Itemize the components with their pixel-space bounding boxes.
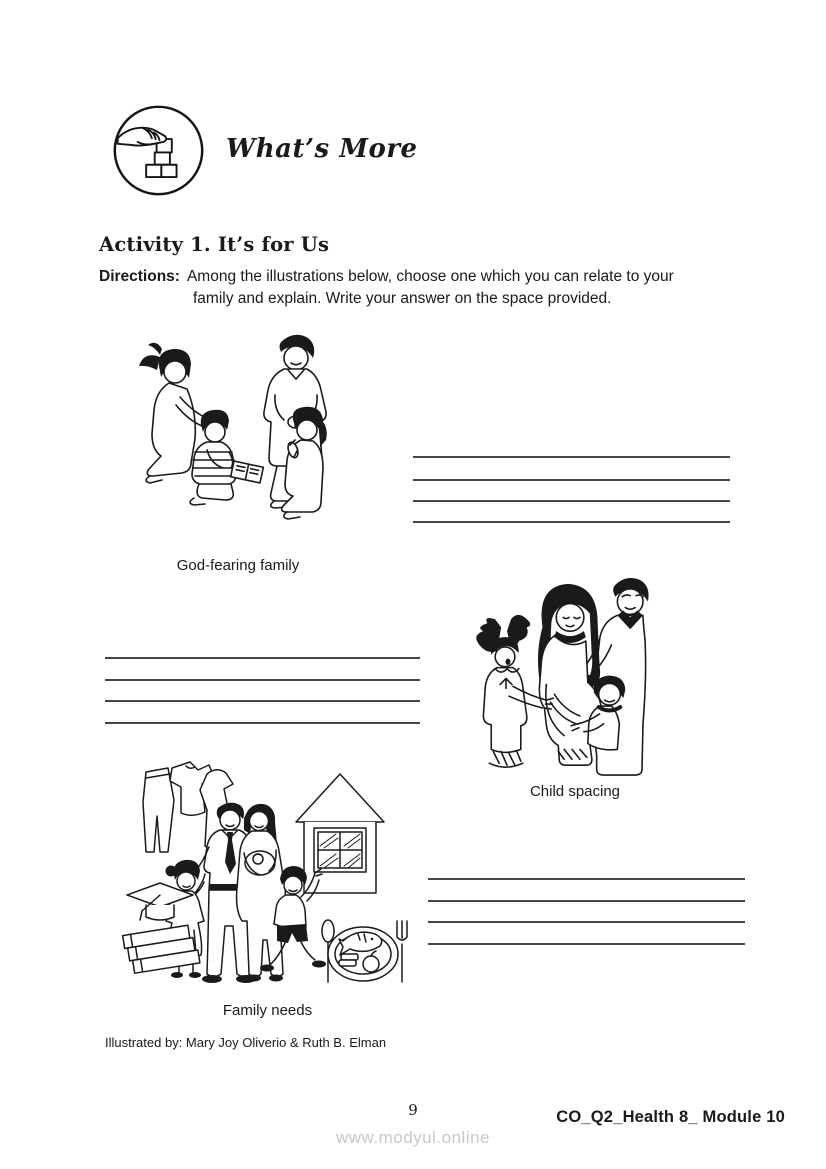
directions-label: Directions: (99, 268, 180, 285)
answer-line (413, 479, 730, 481)
food-and-utensils (322, 920, 407, 982)
hand-stacking-blocks-icon (111, 103, 206, 198)
answer-line (428, 878, 745, 880)
page-number: 9 (408, 1101, 418, 1119)
activity-title: Activity 1. It’s for Us (99, 233, 330, 256)
answer-line (428, 943, 745, 945)
answer-line (413, 456, 730, 458)
module-code: CO_Q2_Health 8_ Module 10 (556, 1108, 785, 1126)
answer-line (105, 679, 420, 681)
answer-line (428, 921, 745, 923)
answer-lines-block-2 (105, 657, 420, 727)
answer-line (413, 521, 730, 523)
illustration-caption: Child spacing (529, 783, 621, 800)
god-fearing-family-illustration (128, 333, 348, 533)
answer-line (413, 500, 730, 502)
illustration-caption: God-fearing family (176, 557, 300, 574)
section-title: What’s More (226, 134, 418, 164)
answer-line (428, 900, 745, 902)
boy-figure (190, 410, 263, 505)
family-needs-illustration (108, 758, 413, 998)
child-spacing-illustration (460, 576, 690, 778)
books-and-graduation-cap (123, 883, 200, 974)
directions-text-line1: Among the illustrations below, choose one which you can relate to your (186, 268, 674, 285)
answer-line (105, 700, 420, 702)
house (296, 774, 384, 893)
directions-text-line2: family and explain. Write your answer on the space provided. (193, 290, 612, 307)
answer-line (105, 657, 420, 659)
answer-line (105, 722, 420, 724)
directions (99, 266, 751, 310)
answer-lines-block-1 (413, 456, 730, 526)
illustration-caption: Family needs (222, 1002, 313, 1019)
illustrator-credit: Illustrated by: Mary Joy Oliverio & Ruth B. Elman (105, 1035, 387, 1050)
answer-lines-block-3 (428, 878, 745, 948)
watermark: www.modyul.online (335, 1128, 490, 1147)
